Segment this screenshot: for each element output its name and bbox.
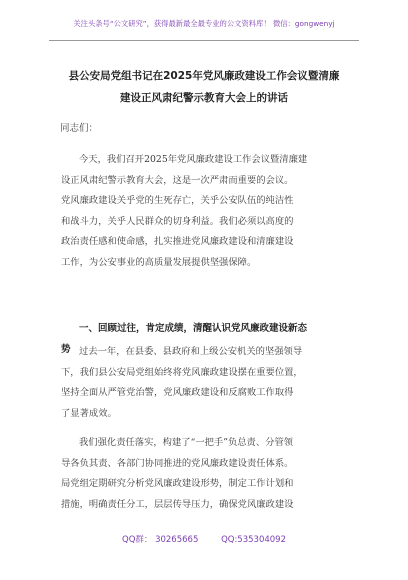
paragraph-line: 我们强化责任落实，构建了“一把手”负总责、分管领 xyxy=(79,437,294,448)
footer-contact xyxy=(0,533,408,545)
paragraph-line: 政治责任感和使命感，扎实推进党风廉政建设和清廉建设 xyxy=(61,236,294,247)
footer-qq-group: QQ群： 30265665 xyxy=(122,535,199,545)
paragraph-line: 坚持全面从严管党治警，党风廉政建设和反腐败工作取得 xyxy=(61,387,294,398)
paragraph-line: 和战斗力，关乎人民群众的切身利益。我们必须以高度的 xyxy=(61,215,294,227)
paragraph-3 xyxy=(61,433,351,515)
salutation: 同志们： xyxy=(60,123,99,134)
paragraph-line: 导各负其责、各部门协同推进的党风廉政建设责任体系。 xyxy=(61,457,294,469)
paragraph-2 xyxy=(61,342,351,424)
paragraph-line: 下，我们县公安局党组始终将党风廉政建设摆在重要位置， xyxy=(61,366,303,378)
paragraph-line: 措施，明确责任分工，层层传导压力，确保党风廉政建设 xyxy=(61,498,294,510)
paragraph-line: 过去一年，在县委、县政府和上级公安机关的坚强领导 xyxy=(79,346,303,357)
header-notice: 关注头条号“公文研究”，获得最新最全最专业的公文资料库！ 微信：gongwenyj xyxy=(73,19,335,28)
header-divider xyxy=(49,40,359,41)
paragraph-line: 今天，我们召开2025年党风廉政建设工作会议暨清廉建 xyxy=(79,154,308,165)
title-line: 县公安局党组书记在2025年党风廉政建设工作会议暨清廉 xyxy=(68,70,340,82)
section-heading-line: 一、回顾过往，肯定成绩，清醒认识党风廉政建设新态 xyxy=(79,323,308,334)
document-title xyxy=(40,65,368,109)
paragraph-line: 了显著成效。 xyxy=(61,407,117,419)
paragraph-line: 设正风肃纪警示教育大会，这是一次严肃而重要的会议。 xyxy=(61,174,294,186)
paragraph-line: 工作，为公安事业的高质量发展提供坚强保障。 xyxy=(61,256,257,268)
footer-qq: QQ:535304092 xyxy=(221,535,286,545)
paragraph-1 xyxy=(61,150,351,273)
paragraph-line: 党风廉政建设关乎党的生死存亡，关乎公安队伍的纯洁性 xyxy=(61,195,294,206)
section-heading-line: 势 xyxy=(61,344,71,355)
title-line: 建设正风肃纪警示教育大会上的讲话 xyxy=(120,92,288,104)
paragraph-line: 局党组定期研究分析党风廉政建设形势，制定工作计划和 xyxy=(61,478,294,489)
